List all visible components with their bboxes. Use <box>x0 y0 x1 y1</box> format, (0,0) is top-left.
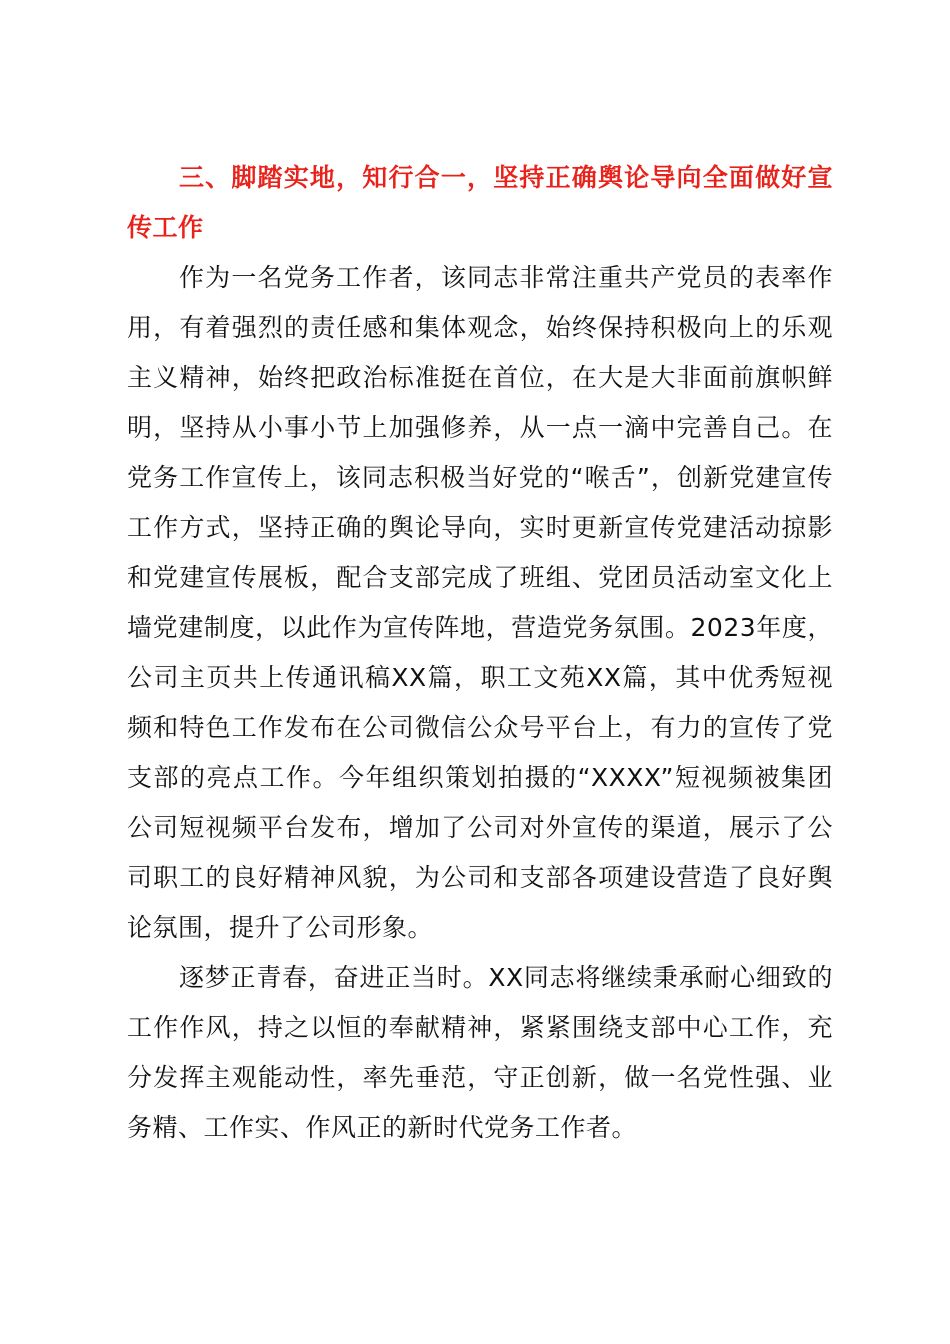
body-paragraph-1: 作为一名党务工作者，该同志非常注重共产党员的表率作用，有着强烈的责任感和集体观念，始终保持积极向上的乐观主义精神，始终把政治标准挺在首位，在大是大非面前旗帜鲜明，坚持从小事小节上加强修养，从一点一滴中完善自己。在党务工作宣传上，该同志积极当好党的“喉舌”，创新党建宣传工作方式，坚持正确的舆论导向，实时更新宣传党建活动掠影和党建宣传展板，配合支部完成了班组、党团员活动室文化上墙党建制度，以此作为宣传阵地，营造党务氛围。2023年度，公司主页共上传通讯稿XX篇，职工文苑XX篇，其中优秀短视频和特色工作发布在公司微信公众号平台上，有力的宣传了党支部的亮点工作。今年组织策划拍摄的“XXXX”短视频被集团公司短视频平台发布，增加了公司对外宣传的渠道，展示了公司职工的良好精神风貌，为公司和支部各项建设营造了良好舆论氛围，提升了公司形象。 <box>127 263 833 942</box>
body-paragraph-2: 逐梦正青春，奋进正当时。XX同志将继续秉承耐心细致的工作作风，持之以恒的奉献精神，紧紧围绕支部中心工作，充分发挥主观能动性，率先垂范，守正创新，做一名党性强、业务精、工作实、作风正的新时代党务工作者。 <box>127 963 833 1142</box>
section-heading: 三、脚踏实地，知行合一，坚持正确舆论导向全面做好宣传工作 <box>127 163 833 242</box>
document-page <box>127 153 833 1153</box>
